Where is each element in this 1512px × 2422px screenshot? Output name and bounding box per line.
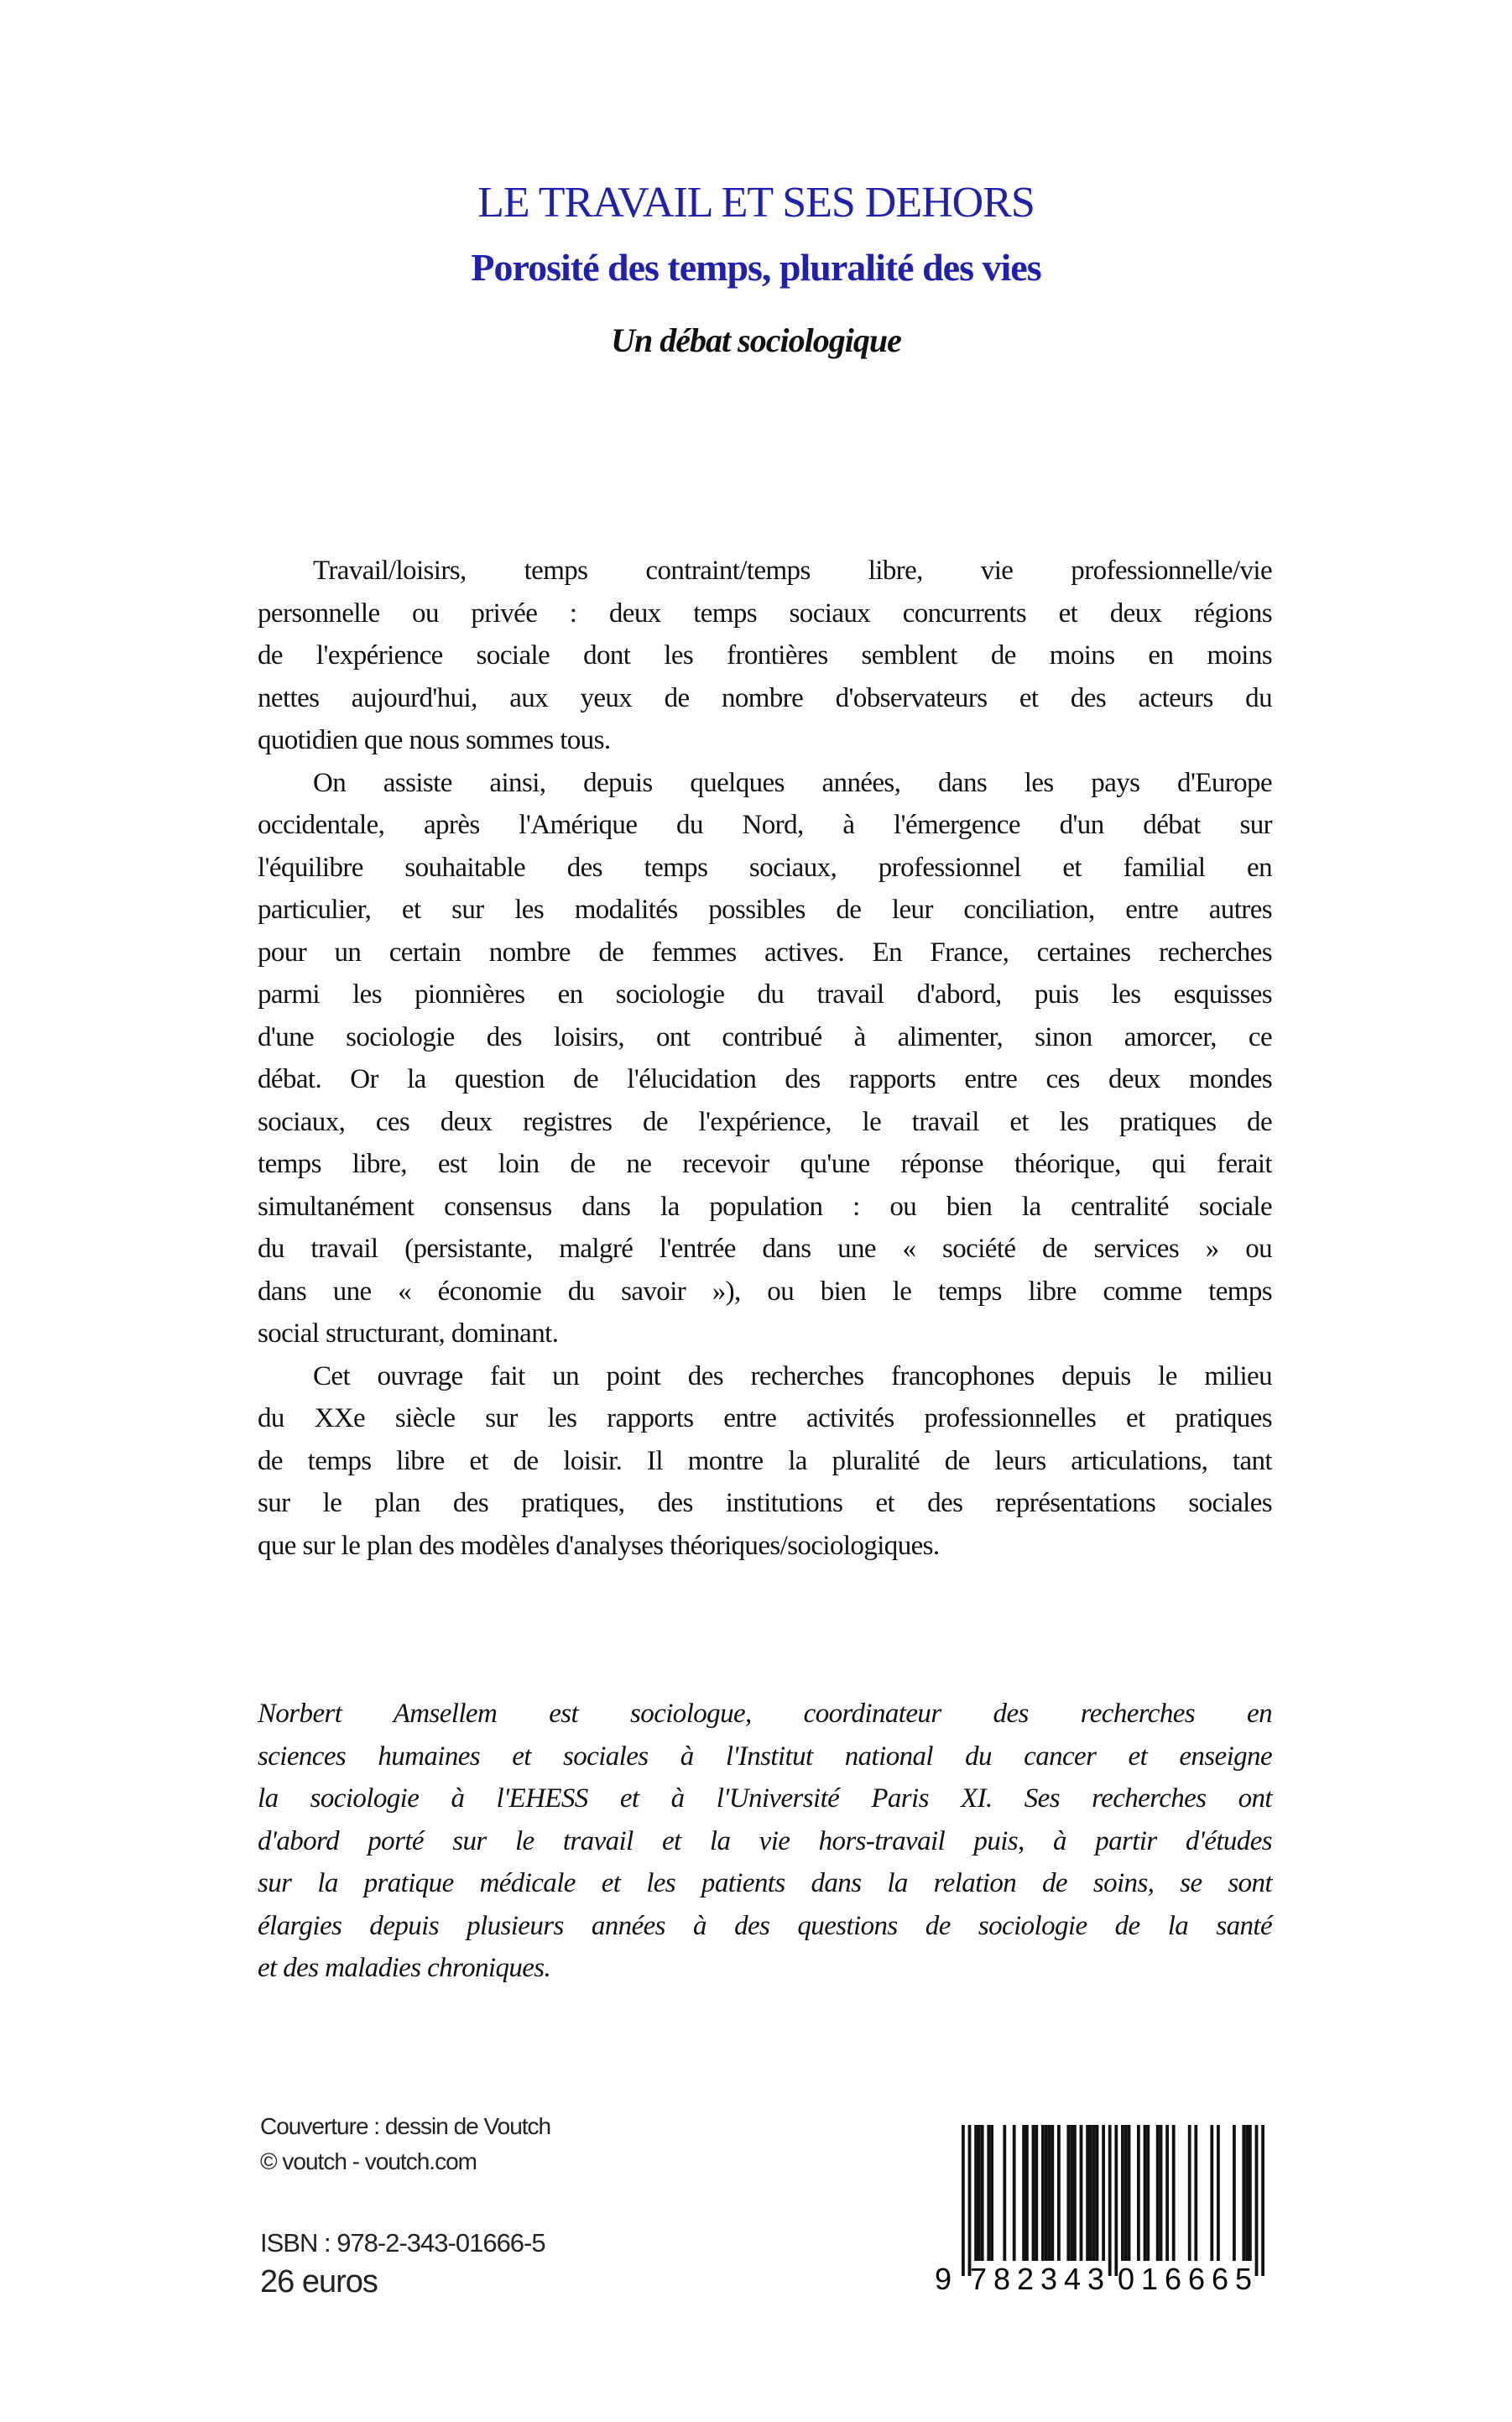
copyright: © voutch - voutch.com xyxy=(260,2148,477,2174)
barcode-bar xyxy=(1245,2125,1249,2261)
barcode xyxy=(931,2122,1275,2298)
summary-line: simultanément consensus dans la population : ou bien la centralité sociale xyxy=(258,1191,1272,1222)
summary-line: nettes aujourd'hui, aux yeux de nombre d'observateurs et des acteurs du xyxy=(258,682,1272,713)
summary-line: de l'expérience sociale dont les frontières semblent de moins en moins xyxy=(258,640,1272,671)
bio-line: Norbert Amsellem est sociologue, coordinateur des recherches en xyxy=(258,1699,1272,1729)
barcode-bar xyxy=(1080,2125,1083,2261)
summary-line: Cet ouvrage fait un point des recherches francophones depuis le milieu xyxy=(313,1360,1272,1391)
barcode-bar xyxy=(1172,2125,1176,2261)
barcode-bar xyxy=(1194,2125,1197,2261)
summary-line: l'équilibre souhaitable des temps sociaux, professionnel et familial en xyxy=(258,852,1272,883)
barcode-bar xyxy=(1210,2125,1213,2261)
barcode-bar xyxy=(1045,2125,1048,2261)
bio-line: sur la pratique médicale et les patients dans la relation de soins, se sont xyxy=(258,1868,1272,1898)
summary-line: dans une « économie du savoir »), ou bien le temps libre comme temps xyxy=(258,1276,1272,1307)
barcode-bar xyxy=(1032,2125,1035,2261)
summary-line: occidentale, après l'Amérique du Nord, à l'émergence d'un débat sur xyxy=(258,810,1272,840)
barcode-bar xyxy=(1066,2125,1070,2261)
summary-line: quotidien que nous sommes tous. xyxy=(258,725,611,755)
barcode-bar xyxy=(1165,2125,1169,2261)
barcode-bar xyxy=(1096,2125,1099,2261)
barcode-bar xyxy=(1022,2125,1025,2261)
book-tagline: Un débat sociologique xyxy=(611,321,901,359)
barcode-bar xyxy=(978,2125,981,2261)
barcode-bar xyxy=(1217,2125,1220,2261)
summary-line: sur le plan des pratiques, des institutions et des représentations sociales xyxy=(258,1488,1272,1518)
summary-line: de temps libre et de loisir. Il montre la pluralité de leurs articulations, tant xyxy=(258,1445,1272,1476)
summary-line: temps libre, est loin de ne recevoir qu'une réponse théorique, qui ferait xyxy=(258,1149,1272,1179)
bio-line: la sociologie à l'EHESS et à l'Université Paris XI. Ses recherches ont xyxy=(258,1783,1272,1814)
barcode-bar xyxy=(1013,2125,1016,2261)
barcode-bar xyxy=(1156,2125,1160,2261)
summary-line: débat. Or la question de l'élucidation des rapports entre ces deux mondes xyxy=(258,1064,1272,1094)
barcode-bar xyxy=(1073,2125,1077,2261)
summary-line: parmi les pionnières en sociologie du travail d'abord, puis les esquisses xyxy=(258,979,1272,1010)
summary-line: du travail (persistante, malgré l'entrée dans une « société de services » ou xyxy=(258,1234,1272,1264)
barcode-bar xyxy=(1051,2125,1054,2261)
barcode-bar xyxy=(1092,2125,1096,2261)
barcode-bar xyxy=(1137,2125,1140,2261)
barcode-bar xyxy=(1048,2125,1051,2261)
bio-line: élargies depuis plusieurs années à des questions de sociologie de la santé xyxy=(258,1910,1272,1941)
barcode-bar xyxy=(1102,2125,1105,2261)
book-subtitle: Porosité des temps, pluralité des vies xyxy=(471,246,1041,289)
barcode-bar xyxy=(1035,2125,1038,2261)
barcode-bar xyxy=(962,2125,965,2276)
barcode-right-digits: 016665 xyxy=(1118,2262,1252,2296)
barcode-first-digit: 9 xyxy=(935,2262,952,2296)
barcode-left-digits: 782343 xyxy=(970,2262,1104,2296)
cover-credit: Couverture : dessin de Voutch xyxy=(260,2113,551,2139)
barcode-bar xyxy=(1249,2125,1252,2261)
barcode-bar xyxy=(1114,2125,1118,2276)
barcode-bar xyxy=(1128,2125,1131,2261)
price: 26 euros xyxy=(260,2264,378,2299)
barcode-bar xyxy=(981,2125,984,2261)
summary-line: On assiste ainsi, depuis quelques années, dans les pays d'Europe xyxy=(313,767,1272,798)
barcode-bar xyxy=(1160,2125,1163,2261)
author-bio xyxy=(258,1693,1272,1990)
barcode-bar xyxy=(1003,2125,1006,2261)
barcode-bar xyxy=(1041,2125,1045,2261)
barcode-bar xyxy=(1144,2125,1147,2261)
barcode-bar xyxy=(1255,2125,1259,2276)
barcode-bar xyxy=(1070,2125,1073,2261)
barcode-bar xyxy=(1124,2125,1128,2261)
summary-line: particulier, et sur les modalités possibles de leur conciliation, entre autres xyxy=(258,895,1272,925)
barcode-bar xyxy=(1146,2125,1150,2261)
barcode-bar xyxy=(1188,2125,1191,2261)
summary-line: d'une sociologie des loisirs, ont contribué à alimenter, sinon amorcer, ce xyxy=(258,1021,1272,1052)
barcode-bar xyxy=(1025,2125,1029,2261)
summary-line: sociaux, ces deux registres de l'expérience, le travail et les pratiques de xyxy=(258,1106,1272,1137)
barcode-bar xyxy=(1057,2125,1061,2261)
bio-line: d'abord porté sur le travail et la vie hors-travail puis, à partir d'études xyxy=(258,1825,1272,1856)
summary-line: du XXe siècle sur les rapports entre activités professionnelles et pratiques xyxy=(258,1403,1272,1433)
barcode-bar xyxy=(1086,2125,1089,2261)
bio-line: sciences humaines et sociales à l'Institut national du cancer et enseigne xyxy=(258,1741,1272,1772)
book-title: LE TRAVAIL ET SES DEHORS xyxy=(477,179,1035,227)
barcode-bar xyxy=(990,2125,993,2261)
barcode-bar xyxy=(987,2125,990,2261)
summary-text xyxy=(258,550,1272,1567)
isbn: ISBN : 978-2-343-01666-5 xyxy=(260,2228,545,2258)
barcode-bar xyxy=(1121,2125,1124,2261)
barcode-bar xyxy=(968,2125,972,2276)
barcode-bar xyxy=(1089,2125,1092,2261)
barcode-bar xyxy=(1108,2125,1112,2276)
summary-line: personnelle ou privée : deux temps sociaux concurrents et deux régions xyxy=(258,598,1272,629)
summary-line: Travail/loisirs, temps contraint/temps libre, vie professionnelle/vie xyxy=(313,556,1272,586)
summary-line: pour un certain nombre de femmes actives. En France, certaines recherches xyxy=(258,937,1272,968)
barcode-bar xyxy=(1233,2125,1236,2261)
bio-line: et des maladies chroniques. xyxy=(258,1953,551,1983)
summary-line: social structurant, dominant. xyxy=(258,1318,559,1349)
barcode-bar xyxy=(1261,2125,1264,2276)
barcode-bar xyxy=(1242,2125,1245,2261)
summary-line: que sur le plan des modèles d'analyses théoriques/sociologiques. xyxy=(258,1530,940,1561)
barcode-bar xyxy=(974,2125,978,2261)
